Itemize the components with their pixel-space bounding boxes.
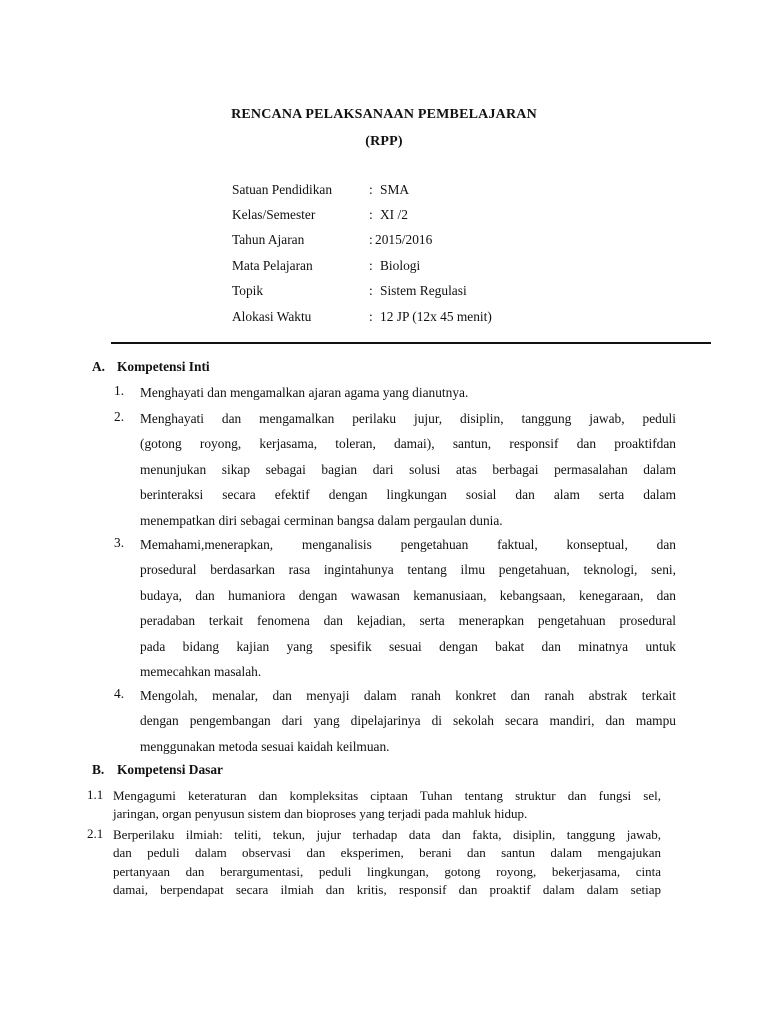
list-text xyxy=(140,406,676,533)
list-number: 1.1 xyxy=(87,787,104,802)
text-line: prosedural berdasarkan rasa ingintahunya tentang ilmu pengetahuan, teknologi, seni, xyxy=(140,562,676,578)
section-title: Kompetensi Inti xyxy=(117,359,210,374)
list-text xyxy=(140,683,676,759)
document-subtitle: (RPP) xyxy=(365,134,403,149)
text-line: damai, berpendapat secara ilmiah dan kritis, responsif dan proaktif dalam dalam setiap xyxy=(113,881,661,897)
meta-label: Tahun Ajaran xyxy=(232,232,305,247)
text-line: peradaban terkait fenomena dan kejadian, serta menerapkan pengetahuan prosedural xyxy=(140,613,676,629)
text-line: Mengagumi keteraturan dan kompleksitas ciptaan Tuhan tentang struktur dan fungsi sel, xyxy=(113,788,661,803)
meta-value: SMA xyxy=(380,182,410,197)
meta-value: Biologi xyxy=(380,258,421,273)
list-number: 1. xyxy=(114,383,125,398)
meta-label: Mata Pelajaran xyxy=(232,258,313,273)
meta-value: 12 JP (12x 45 menit) xyxy=(380,309,492,324)
text-line: Berperilaku ilmiah: teliti, tekun, jujur terhadap data dan fakta, disiplin, tanggung jawab, xyxy=(113,827,661,842)
text-line: Menghayati dan mengamalkan ajaran agama yang dianutnya. xyxy=(140,385,469,400)
meta-colon: : xyxy=(369,207,373,222)
text-line: pada bidang kajian yang spesifik sesuai dengan bakat dan minatnya untuk xyxy=(140,638,676,654)
meta-value: Sistem Regulasi xyxy=(380,283,467,298)
list-text xyxy=(113,787,661,824)
list-text xyxy=(140,532,676,684)
text-line: pertanyaan dan berargumentasi, peduli lingkungan, gotong royong, bekerjasama, cinta xyxy=(113,863,661,879)
meta-colon: : xyxy=(369,182,373,197)
text-line: berinteraksi secara efektif dengan lingkungan sosial dan alam serta dalam xyxy=(140,487,676,503)
meta-value: XI /2 xyxy=(380,207,408,222)
document-title: RENCANA PELAKSANAAN PEMBELAJARAN xyxy=(231,107,537,122)
text-line: menggunakan metoda sesuai kaidah keilmuan. xyxy=(140,738,390,754)
text-line: (gotong royong, kerjasama, toleran, damai), santun, responsif dan proaktifdan xyxy=(140,436,676,452)
text-line: Menghayati dan mengamalkan perilaku jujur, disiplin, tanggung jawab, peduli xyxy=(140,411,676,426)
text-line: Memahami,menerapkan, menganalisis pengetahuan faktual, konseptual, dan xyxy=(140,537,676,552)
list-number: 4. xyxy=(114,686,125,701)
meta-colon: : xyxy=(369,283,373,298)
list-number: 3. xyxy=(114,535,125,550)
list-text xyxy=(140,380,676,405)
list-text xyxy=(113,826,661,899)
section-letter: A. xyxy=(92,359,106,374)
meta-colon: : xyxy=(369,232,373,247)
text-line: memecahkan masalah. xyxy=(140,664,262,680)
section-letter: B. xyxy=(92,762,105,777)
meta-colon: : xyxy=(369,258,373,273)
text-line: dan peduli dalam observasi dan eksperimen, berani dan santun dalam mengajukan xyxy=(113,845,661,861)
section-title: Kompetensi Dasar xyxy=(117,762,224,777)
meta-label: Kelas/Semester xyxy=(232,207,316,222)
meta-value: 2015/2016 xyxy=(375,232,433,247)
horizontal-rule xyxy=(111,342,711,344)
list-number: 2. xyxy=(114,409,125,424)
meta-label: Topik xyxy=(232,283,264,298)
text-line: menempatkan diri sebagai cerminan bangsa dalam pergaulan dunia. xyxy=(140,512,503,528)
text-line: jaringan, organ penyusun sistem dan bioproses yang terjadi pada mahluk hidup. xyxy=(113,806,528,822)
list-number: 2.1 xyxy=(87,826,104,841)
meta-label: Alokasi Waktu xyxy=(232,309,312,324)
meta-colon: : xyxy=(369,309,373,324)
text-line: dengan pengembangan dari yang dipelajarinya di sekolah secara mandiri, dan mampu xyxy=(140,713,676,729)
meta-label: Satuan Pendidikan xyxy=(232,182,333,197)
text-line: menunjukan sikap sebagai bagian dari solusi atas berbagai permasalahan dalam xyxy=(140,461,676,477)
text-line: budaya, dan humaniora dengan wawasan kemanusiaan, kebangsaan, kenegaraan, dan xyxy=(140,587,676,603)
text-line: Mengolah, menalar, dan menyaji dalam ranah konkret dan ranah abstrak terkait xyxy=(140,688,676,703)
